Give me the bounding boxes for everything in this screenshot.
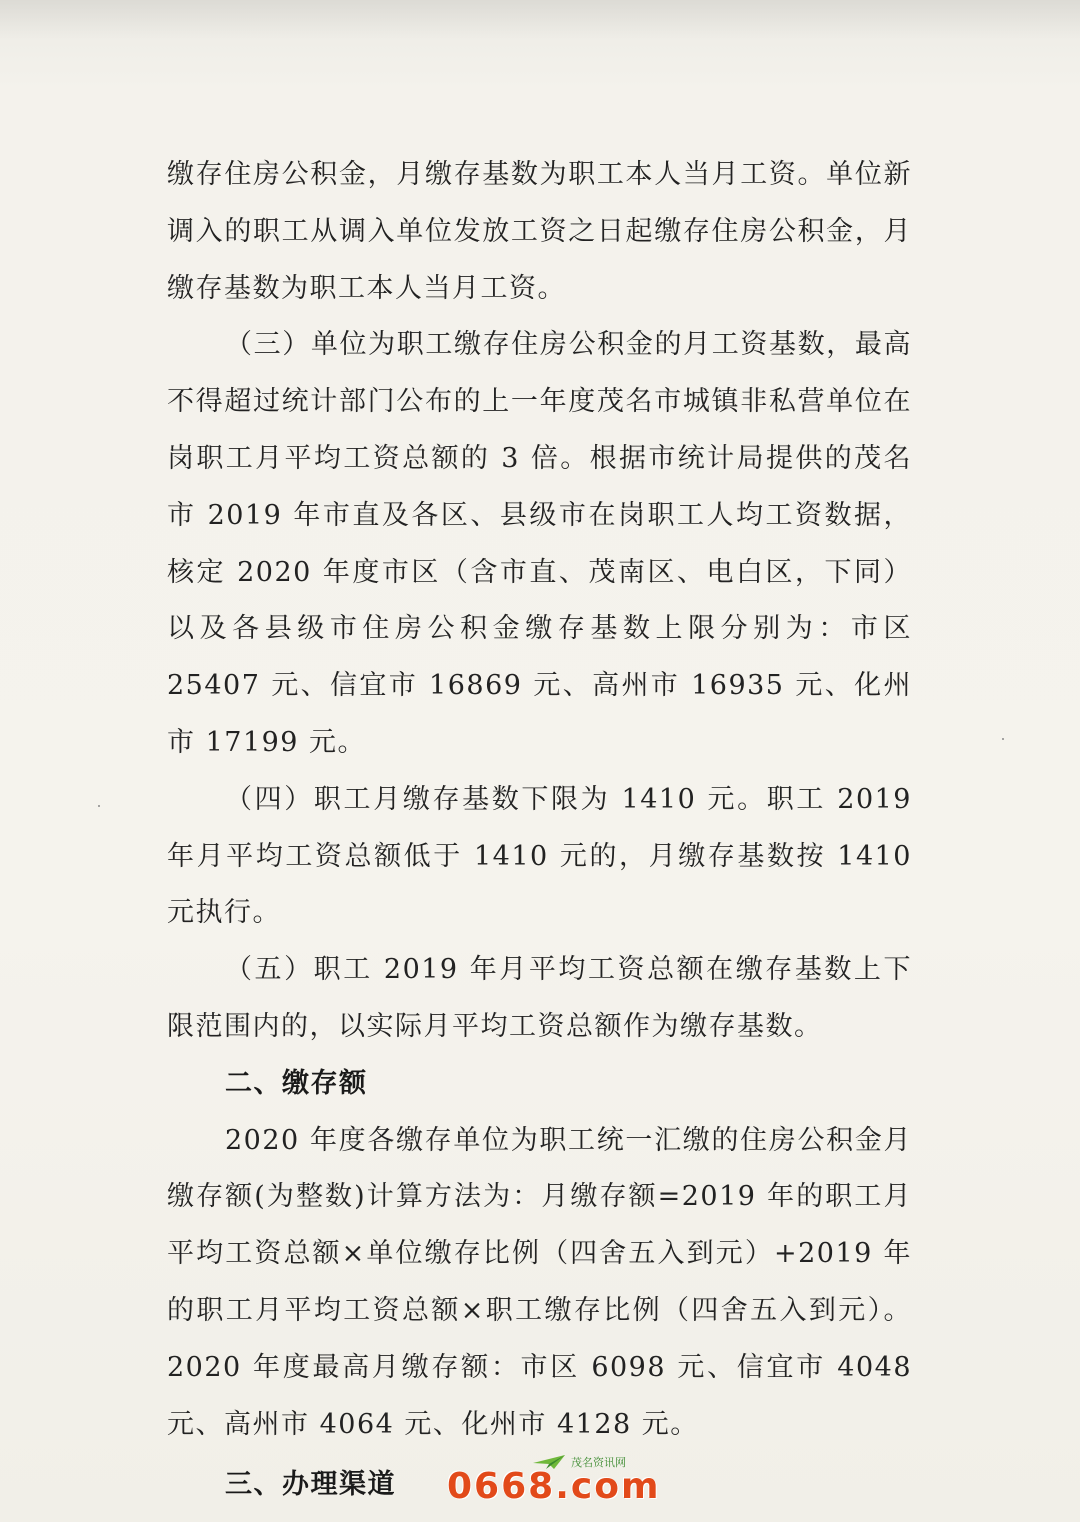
heading-channels: 三、办理渠道 — [225, 1469, 396, 1501]
site-logo-text: 0668.com — [447, 1466, 661, 1507]
paragraph-3: （四）职工月缴存基数下限为 1410 元。职工 2019 年月平均工资总额低于 1410 元的，月缴存基数按 1410 元执行。 — [167, 783, 912, 929]
paragraph-5: 2020 年度各缴存单位为职工统一汇缴的住房公积金月缴存额(为整数)计算方法为：月缴存额=2019 年的职工月平均工资总额×单位缴存比例（四舍五入到元）+2019 年的职工月平均工资总额×职工缴存比例（四舍五入到元）。2020 年度最高月缴存额：市区 6098 元、信宜市 4048 元、高州市 4064 元、化州市 4128 元。 — [167, 1124, 912, 1440]
paragraph-2: （三）单位为职工缴存住房公积金的月工资基数，最高不得超过统计部门公布的上一年度茂名市城镇非私营单位在岗职工月平均工资总额的 3 倍。根据市统计局提供的茂名市 2019 年市直及各区、县级市在岗职工人均工资数据，核定 2020 年度市区（含市直、茂南区、电白区，下同）以及各县级市住房公积金缴存基数上限分别为：市区 25407 元、信宜市 16869 元、高州市 16935 元、化州市 17199 元。 — [167, 329, 912, 758]
paragraph-4: （五）职工 2019 年月平均工资总额在缴存基数上下限范围内的，以实际月平均工资总额作为缴存基数。 — [167, 954, 912, 1042]
heading-contribution-amount: 二、缴存额 — [225, 1067, 368, 1099]
paragraph-1: 缴存住房公积金，月缴存基数为职工本人当月工资。单位新调入的职工从调入单位发放工资之日起缴存住房公积金，月缴存基数为职工本人当月工资。 — [167, 159, 912, 304]
site-name: 茂名资讯网 — [571, 1456, 626, 1469]
scan-speck — [1002, 738, 1004, 740]
scan-edge-shadow — [0, 0, 1080, 40]
document-body — [167, 147, 912, 1514]
site-watermark — [447, 1448, 661, 1508]
scan-speck — [98, 805, 100, 807]
